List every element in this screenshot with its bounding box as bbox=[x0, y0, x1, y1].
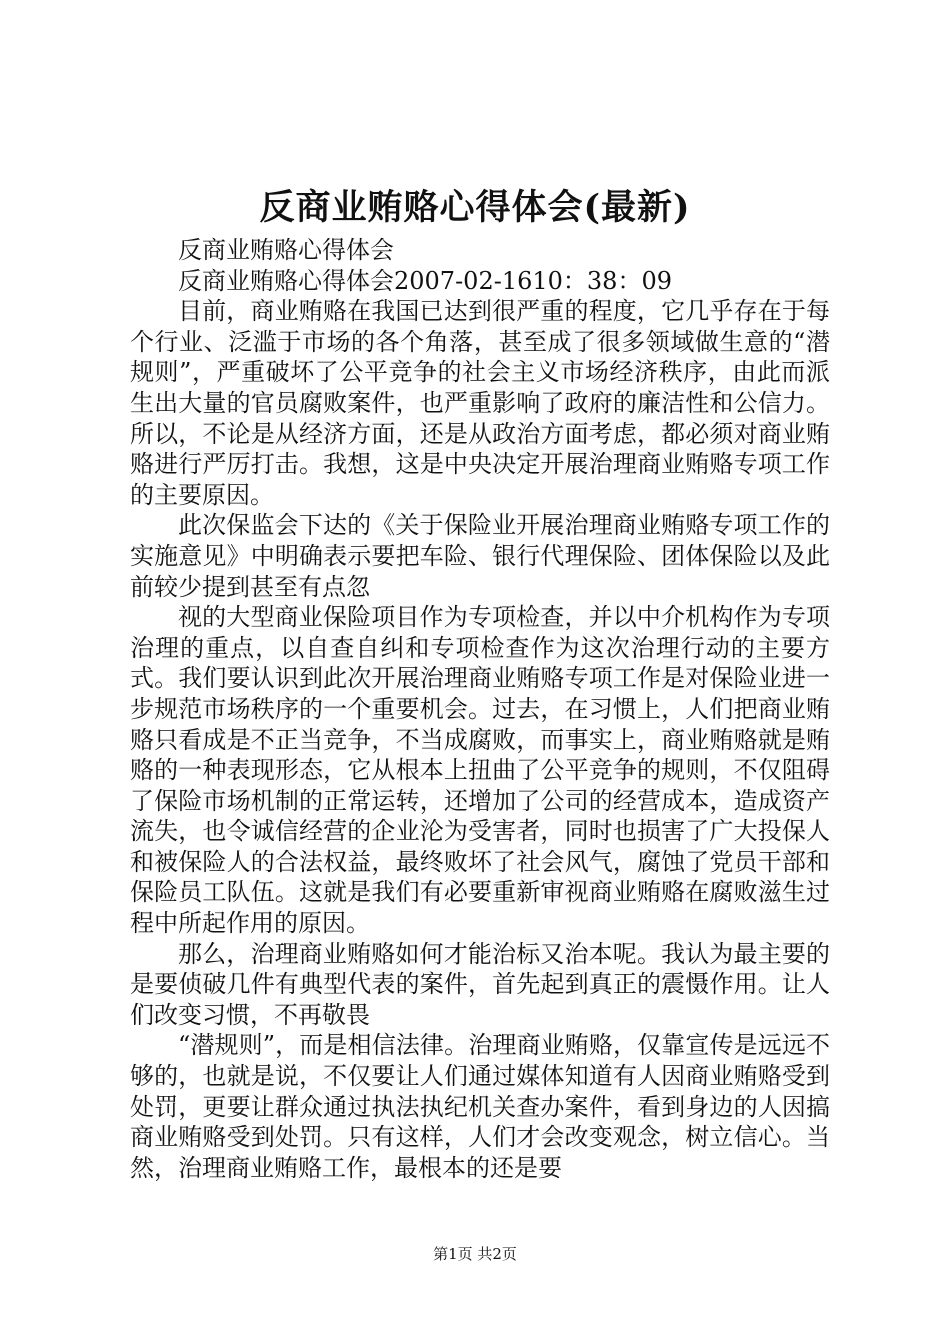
paragraph: 目前，商业贿赂在我国已达到很严重的程度，它几乎存在于每个行业、泛滥于市场的各个角落，甚至成了很多领域做生意的“潜规则”，严重破坏了公平竞争的社会主义市场经济秩序，由此而派生出大量的官员腐败案件，也严重影响了政府的廉洁性和公信力。所以，不论是从经济方面，还是从政治方面考虑，都必须对商业贿赂进行严厉打击。我想，这是中央决定开展治理商业贿赂专项工作的主要原因。 bbox=[130, 297, 830, 509]
paragraph: 那么，治理商业贿赂如何才能治标又治本呢。我认为最主要的是要侦破几件有典型代表的案件，首先起到真正的震慑作用。让人们改变习惯，不再敬畏 bbox=[130, 939, 830, 1029]
paragraph: 此次保监会下达的《关于保险业开展治理商业贿赂专项工作的实施意见》中明确表示要把车险、银行代理保险、团体保险以及此前较少提到甚至有点忽 bbox=[130, 511, 830, 601]
page-footer: 第1页 共2页 bbox=[433, 1245, 517, 1263]
document-body bbox=[130, 235, 830, 1183]
paragraph: “潜规则”，而是相信法律。治理商业贿赂，仅靠宣传是远远不够的，也就是说，不仅要让人们通过媒体知道有人因商业贿赂受到处罚，更要让群众通过执法执纪机关查办案件，看到身边的人因搞商业贿赂受到处罚。只有这样，人们才会改变观念，树立信心。当然，治理商业贿赂工作，最根本的还是要 bbox=[130, 1031, 830, 1182]
paragraph-subtitle: 反商业贿赂心得体会 bbox=[178, 236, 394, 264]
paragraph-dateline: 反商业贿赂心得体会2007-02-1610：38：09 bbox=[178, 266, 672, 295]
paragraph: 视的大型商业保险项目作为专项检查，并以中介机构作为专项治理的重点，以自查自纠和专项检查作为这次治理行动的主要方式。我们要认识到此次开展治理商业贿赂专项工作是对保险业进一步规范市场秩序的一个重要机会。过去，在习惯上，人们把商业贿赂只看成是不正当竞争，不当成腐败，而事实上，商业贿赂就是贿赂的一种表现形态，它从根本上扭曲了公平竞争的规则，不仅阻碍了保险市场机制的正常运转，还增加了公司的经营成本，造成资产流失，也令诚信经营的企业沦为受害者，同时也损害了广大投保人和被保险人的合法权益，最终败坏了社会风气，腐蚀了党员干部和保险员工队伍。这就是我们有必要重新审视商业贿赂在腐败滋生过程中所起作用的原因。 bbox=[130, 603, 830, 938]
document-title: 反商业贿赂心得体会(最新) bbox=[259, 187, 691, 228]
